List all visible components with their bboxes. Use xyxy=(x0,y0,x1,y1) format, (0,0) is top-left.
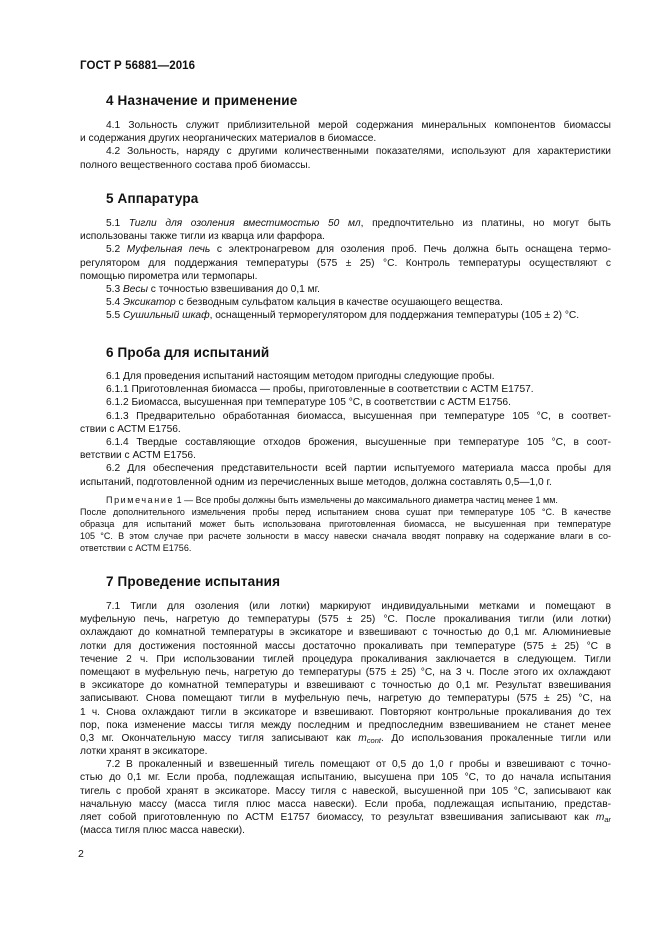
text-line: полного вещественного состава проб биомассы. xyxy=(80,159,311,171)
text-line: 6.2 Для обеспечения представительности всей партии испытуемого материала масса пробы для xyxy=(106,463,611,475)
section-5-title: 5 Аппаратура xyxy=(106,191,199,206)
text-line: тигель с пробой хранят в эксикаторе. Массу тигля с навеской, высушенной при 105 °С, записывают как xyxy=(80,785,611,797)
text-line: 5.4 Эксикатор с безводным сульфатом кальция в качестве осушающего вещества. xyxy=(106,297,503,309)
text-line: в эксикаторе до комнатной температуры и взвешивают с точностью до 0,1 мг. Результат взвешивания xyxy=(80,680,611,692)
text-line: 6.1.1 Приготовленная биомасса — пробы, приготовленные в соответствии с АСТМ Е1757. xyxy=(106,384,534,396)
text-line: 5.3 Весы с точностью взвешивания до 0,1 мг. xyxy=(106,283,320,295)
text-line: 0,3 мг. Окончательную массу тигля записывают как $m_{cont}$. До использования прокаленные тигли или xyxy=(80,732,611,745)
section-5-body xyxy=(80,217,611,323)
note-line: ответствии с АСТМ Е1756. xyxy=(80,543,192,554)
text-line: 1 ч. Снова охлаждают тигли в эксикаторе и взвешивают. Повторяют контрольные прокаливания до тех xyxy=(80,706,611,718)
text-line: течение 2 ч. При использовании тиглей процедура прокаливания заключается в следующем. Тигли xyxy=(80,653,611,665)
note-line: Примечание 1 — Все пробы должны быть измельчены до максимального диаметра частиц менее 1 мм. xyxy=(106,495,558,505)
text-line: лотки хранят в эксикаторе. xyxy=(80,746,208,758)
text-line: 6.1.4 Твердые составляющие отходов брожения, высушенные при температуре 105 °С, в соот- xyxy=(106,436,611,448)
text-line: 4.1 Зольность служит приблизительной мерой содержания минеральных компонентов биомассы xyxy=(106,120,611,131)
note-line: образца для испытаний может быть использована приготовленная биомасса, не высушенная при температуре xyxy=(80,519,611,530)
text-line: помощью пирометра или термопары. xyxy=(80,270,258,282)
text-line: ветствии с АСТМ Е1756. xyxy=(80,450,196,462)
text-line: и содержания других неорганических материалов в биомассе. xyxy=(80,133,377,145)
text-line: 7.1 Тигли для озоления (или лотки) маркируют индивидуальными метками и помещают в xyxy=(106,601,611,612)
section-6-body xyxy=(80,370,611,489)
text-line: (масса тигля плюс масса навески). xyxy=(80,825,245,837)
section-7-title: 7 Проведение испытания xyxy=(106,574,281,589)
text-line: 5.1 Тигли для озоления вместимостью 50 мл, предпочтительно из платины, но могут быть xyxy=(106,218,611,229)
text-line: испытаний, подготовленной одним из перечисленных выше методов, должна составлять 0,5—1,0 г. xyxy=(80,476,552,488)
text-line: 6.1.3 Предварительно обработанная биомасса, высушенная при температуре 105 °С, в соответ- xyxy=(106,410,611,422)
variable-m-ar: m xyxy=(595,812,605,823)
text-line: лотки для достижения постоянной массы достаточно прокаливать при температуре (575 ± 25) °С в xyxy=(80,640,611,652)
section-4-body xyxy=(80,119,611,172)
term: Эксикатор xyxy=(123,297,176,309)
text-line: охлаждают до комнатной температуры в эксикаторе и взвешивают с точностью до 0,1 мг. Алюминиевые xyxy=(80,627,611,639)
text-line: 6.1.2 Биомасса, высушенная при температуре 105 °С, в соответствии с АСТМ Е1756. xyxy=(106,397,511,409)
text-line: 7.2 В прокаленный и взвешенный тигель помещают от 0,5 до 1,0 г пробы и взвешивают с точно- xyxy=(106,759,611,771)
text-line: записывают. Снова помещают тигли в муфельную печь, нагретую до температуры (575 ± 25) °С, на xyxy=(80,693,611,705)
section-7-body xyxy=(80,600,611,837)
text-line: использованы также тигли из кварца или фарфора. xyxy=(80,231,325,243)
term: Муфельная печь xyxy=(126,244,211,256)
section-6-title: 6 Проба для испытаний xyxy=(106,345,270,360)
note-line: 105 °С. В этом случае при расчете зольности в массу навески сначала вводят поправку на содержание влаги в со- xyxy=(80,531,611,542)
text-line: регулятором для поддержания температуры (575 ± 25) °С. Контроль температуры осуществляют с xyxy=(80,257,611,269)
note-block xyxy=(80,494,611,554)
page-number: 2 xyxy=(78,848,84,860)
text-line: ляет собой приготовленную по АСТМ Е1757 биомассу, то результат взвешивания записывают как $m_{ar}$ xyxy=(80,812,611,824)
term: Сушильный шкаф xyxy=(123,310,210,322)
text-line: начальную массу (масса тигля плюс масса навески). Если проба, подлежащая испытанию, представ- xyxy=(80,798,611,810)
text-line: помещают в муфельную печь, нагретую до температуры (575 ± 25) °С, на 3 ч. После этого их охлаждают xyxy=(80,666,611,678)
term: Весы xyxy=(123,283,148,295)
text-line: 4.2 Зольность, наряду с другими количественными показателями, используют для характеристики xyxy=(106,146,611,158)
text-line: 5.5 Сушильный шкаф, оснащенный терморегулятором для поддержания температуры (105 ± 2) °С. xyxy=(106,310,580,322)
text-line: ствии с АСТМ Е1756. xyxy=(80,423,181,435)
variable-m-cont: m xyxy=(358,732,367,744)
note-line: После дополнительного измельчения пробы перед испытанием снова сушат при температуре 105 °С. В качестве xyxy=(80,507,611,518)
note-label: Примечание xyxy=(106,495,175,505)
standard-header: ГОСТ Р 56881—2016 xyxy=(80,60,196,72)
text-line: 6.1 Для проведения испытаний настоящим методом пригодны следующие пробы. xyxy=(106,371,495,382)
text-line: 5.2 Муфельная печь с электронагревом для озоления проб. Печь должна быть оснащена термо- xyxy=(106,244,611,256)
section-4-title: 4 Назначение и применение xyxy=(106,93,298,108)
term: Тигли для озоления вместимостью 50 мл xyxy=(128,218,361,229)
text-line: пор, пока изменение массы тигля между последним и предпоследним взвешиванием не станет менее xyxy=(80,719,611,731)
text-line: стью до 0,1 мг. Если проба, подлежащая испытанию, высушена при 105 °С, то до начала испытания xyxy=(80,772,611,784)
text-line: муфельную печь, нагретую до температуры (575 ± 25) °С. После прокаливания тигли (или лотки) xyxy=(80,614,611,626)
